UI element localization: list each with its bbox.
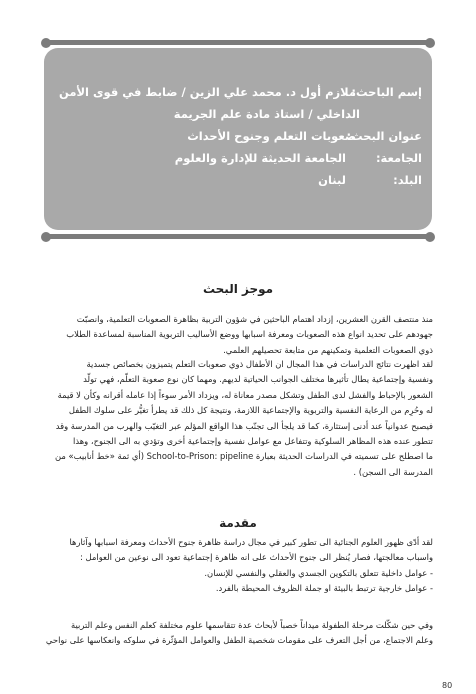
country-name: لبنان [318, 173, 346, 187]
abstract-heading: موجز البحث [202, 282, 274, 296]
title-row [56, 126, 422, 146]
text-line: منذ منتصف القرن العشرين، إزداد اهتمام الباحثين في شؤون التربية بظاهرة الصعوبات التعلمية، وانصبّت [76, 314, 433, 324]
researcher-info-box [44, 48, 432, 230]
abstract-paragraph [44, 357, 433, 480]
country-label: البلد: [393, 173, 422, 187]
introduction-paragraph [44, 535, 433, 597]
text-line: لقد أدّى ظهور العلوم الجنائية الى تطور كبير في مجال دراسة ظاهرة جنوح الأحداث ومعرفة اسبابها وآثارها [69, 537, 433, 547]
university-label: الجامعة: [375, 151, 422, 165]
country-row [56, 170, 422, 190]
text-line: وعلم الاجتماع، من أجل التعرف على مقومات شخصية الطفل والعوامل المؤثّرة في سلوكه وانعكاسها على نواحي [45, 635, 433, 646]
title-label: عنوان البحث: [346, 129, 422, 143]
list-item: - عوامل خارجية ترتبط بالبيئة او جملة الظروف المحيطة بالفرد. [215, 583, 433, 594]
introduction-heading: مقدمة [219, 516, 257, 530]
university-name: الجامعة الحديثة للإدارة والعلوم [174, 151, 346, 165]
divider-end-dot [41, 38, 51, 48]
research-title: صعوبات التعلم وجنوح الأحداث [187, 129, 356, 143]
list-item: - عوامل داخلية تتعلق بالتكوين الجسدي والعقلي والنفسي للإنسان. [204, 567, 433, 578]
text-line: فيصبح عدوانياً عند أدنى إستثارة، كما قد يلجأ الى تجنّب هذا الواقع المؤلم عبر التغيّب والهرب من المدرسة وقد [55, 420, 433, 431]
abstract-paragraph [44, 312, 433, 358]
researcher-name: ملازم أول د. محمد علي الزين / ضابط في قوى الأمن [59, 85, 356, 99]
divider-end-dot [425, 38, 435, 48]
bottom-divider [44, 234, 432, 239]
text-line: المدرسة الى السجن) . [353, 466, 433, 477]
introduction-paragraph [44, 618, 433, 649]
researcher-row [56, 82, 422, 102]
researcher-row-continued [56, 104, 422, 124]
university-row [56, 148, 422, 168]
text-line: لقد اظهرت نتائج الدراسات في هذا المجال ان الأطفال ذوي صعوبات التعلم يتميزون بخصائص جسدية [86, 359, 433, 369]
divider-end-dot [41, 232, 51, 242]
text-line: ما اصطلح على تسميته في الدراسات الحديثة بعبارة School-to-Prison: pipeline (أي ثمة «خط أنابيب» من [54, 451, 433, 462]
text-line: ونفسية وإجتماعية يطال تأثيرها مختلف الجوانب الحياتية لديهم. ومهما كان نوع صعوبة التعلّم، فهي تولّد [83, 374, 433, 385]
top-divider [44, 40, 432, 45]
text-line: وفي حين شكّلت مرحلة الطفولة ميداناً خصباً لأبحاث عدة تتقاسمها علوم مختلفة كعلم النفس وعلم التربية [70, 620, 433, 630]
text-line: جهودهم على تحديد انواع هذه الصعوبات ومعرفة اسبابها ووضع الأساليب التربوية المناسبة لمساعدة الطلاب [66, 329, 433, 340]
researcher-label: إسم الباحث: [351, 85, 422, 99]
text-line: الشعور بالإحباط والفشل لدى الطفل وتشكل مصدر معاناة له، ويزداد الأمر سوءاً إذا عامله أقرانه وكأن لا قيمة [57, 389, 433, 400]
text-line: واسباب معالجتها، فصار يُنظر الى جنوح الأحداث على انه ظاهرة إجتماعية تعود الى نوعين من العوامل : [80, 552, 433, 563]
divider-end-dot [425, 232, 435, 242]
text-line: له وحُرِم من الرعاية النفسية والتربوية والإجتماعية اللازمة، ونتيجة كل ذلك قد يطرأ تغيُّر على سلوك الطفل [68, 405, 433, 416]
researcher-title: الداخلي / استاذ مادة علم الجريمة [173, 107, 360, 121]
text-line: تتطور عنده هذه المظاهر السلوكية وتتفاعل مع عوامل نفسية وإجتماعية أخرى وتؤدي به الى الجنوح، وهذا [73, 436, 433, 447]
text-line: ذوي الصعوبات التعلمية وتمكينهم من متابعة تحصيلهم العلمي. [223, 344, 433, 355]
page-number: 80 [442, 681, 453, 690]
